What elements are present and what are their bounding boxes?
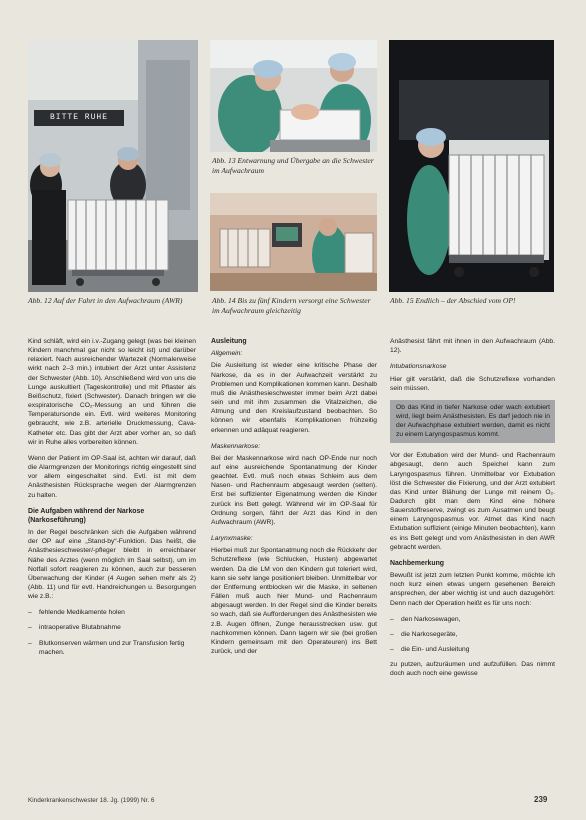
section-heading: Ausleitung — [211, 338, 247, 345]
text-column-2 — [211, 337, 377, 663]
paragraph: Bewußt ist jetzt zum letzten Punkt komme, möchte ich noch kurz einen etwas ungern gesehenen Bereich ansprechen, der aber wichtig ist und auch dazugehört: Denn nach der Operation heißt es für uns noch: — [390, 572, 555, 607]
list-item: – intraoperative Blutabnahme — [28, 623, 196, 632]
text-column-1 — [28, 337, 196, 663]
subheading: Allgemein: — [211, 350, 243, 358]
paragraph: In der Regel beschränken sich die Aufgaben während der OP auf eine „Stand-by“-Funktion. Das heißt, die Anästhesieschwester/-pfleger bleibt in erreichbarer Nähe des Arztes (wenn möglich im Saal selbst), um im Notfall sofort reagieren zu können, auch zur besseren Überwachung der Kinder (4 Augen sehen mehr als 2) (Abb. 11) und für evtl. Handreichungen u. Besorgungen wie z.B.: — [28, 529, 196, 601]
photo-transport-to-recovery — [28, 40, 198, 292]
list-item: – die Ein- und Ausleitung — [390, 645, 555, 654]
photo-illustration — [210, 193, 377, 291]
subheading: Maskennarkose: — [211, 442, 261, 450]
paragraph: Bei der Maskennarkose wird nach OP-Ende nur noch auf eine ausreichende Spontanatmung der Kinder geachtet. Evtl. muß noch etwas Schleim aus dem Nasen- und Rachenraum abgesaugt werden (selten). Erst bei suffizienter Eigenatmung werden die Kinder zurück ins Bett gelegt. Während wir im OP-Saal für Ordnung sorgen, fährt der Arzt das Kind in den Aufwachraum (AWR). — [211, 454, 377, 526]
page-number: 239 — [534, 795, 548, 804]
paragraph: zu putzen, aufzuräumen und aufzufüllen. Das nimmt doch auch noch eine gewisse — [390, 661, 555, 678]
cleanup-list — [390, 615, 555, 654]
list-item: – Blutkonserven wärmen und zur Transfusion fertig machen. — [28, 639, 196, 657]
figure-caption-12: Abb. 12 Auf der Fahrt in den Aufwachraum (AWR) — [28, 296, 183, 305]
figure-caption-15: Abb. 15 Endlich – der Abschied vom OP! — [390, 296, 516, 305]
photo-illustration — [210, 40, 377, 152]
photo-illustration — [28, 40, 198, 292]
paragraph: Vor der Extubation wird der Mund- und Rachenraum abgesaugt, denn auch Speichel kann zum Laryngospasmus führen. Unmittelbar vor Extubation löst die Schwester die Fixierung, und der Arzt extubiert das Kind unter Blähung der Lunge mit reinem O₂. Dadurch gibt man dem Kind eine höhere Sauerstoffreserve, zwingt es zum Ausatmen und beugt einem Laryngospasmus vor. Atmet das Kind nach Extubation suffizient (einige Minuten beobachten), kann es ins Bett gelegt und vom Anästhesisten in den AWR gebracht werden. — [390, 452, 555, 551]
paragraph: Wenn der Patient im OP-Saal ist, achten wir darauf, daß die Alarmgrenzen der Monitorings richtig eingestellt sind vor allem eingeschaltet sind. Evtl. ist mit dem Anästhesisten Rücksprache wegen der Alarmgrenzen zu halten. — [28, 454, 196, 499]
highlight-box: Ob das Kind in tiefer Narkose oder wach extubiert wird, liegt beim Anästhesisten. Es darf jedoch nie in der Aufwachphase extubiert werden, damit es nicht zu einem Laryngospasmus kommt. — [390, 400, 555, 443]
subheading: Intubationsnarkose — [390, 363, 447, 371]
section-heading: Nachbemerkung — [390, 559, 444, 567]
paragraph: Hier gilt verstärkt, daß die Schutzreflexe vorhanden sein müssen. — [390, 375, 555, 392]
photo-sign-text: BITTE RUHE — [34, 110, 124, 126]
figure-caption-13: Abb. 13 Entwarnung und Übergabe an die Schwester im Aufwachraum — [212, 156, 374, 175]
section-heading: Die Aufgaben während der Narkose (Narkoseführung) — [28, 507, 145, 524]
photo-farewell-from-or — [389, 40, 554, 292]
photo-handover-recovery — [210, 40, 377, 152]
photo-illustration — [389, 40, 554, 292]
paragraph: Kind schläft, wird ein i.v.-Zugang gelegt (was bei kleinen Kindern manchmal gar nicht so leicht ist) und darüber relaxiert. Nach ausreichender Wartezeit (Normalerweise wirkt nach 2–3 min.) intubiert der Arzt unter Assistenz der Schwester (Abb. 10). Anschließend wird von uns die Lunge auskultiert (Tageskontrolle) und mit Pflaster als Beißschutz, fixiert (Schwester). Danach bringen wir die exspiratorische CO₂-Messung an und führen die Temperatursonde ein. Evtl. wird weiteres Monitoring gebraucht, wie z.B. arterielle Druckmessung, Cava-Katheter etc. Das gibt der Arzt aber vorher an, so daß wir in Ruhe alles vorbereiten können. — [28, 338, 196, 446]
paragraph: Die Ausleitung ist wieder eine kritische Phase der Narkose, da es in der Aufwachzeit verstärkt zu Problemen und Komplikationen kommen kann. Deshalb muß die Anästhesieschwester immer beim Arzt dabei sein und mit ihm zusammen die Vitalzeichen, die Atmung und den Kreislaufzustand beobachten. So können wir ebenfalls Komplikationen frühzeitig erkennen und adäquat reagieren. — [211, 362, 377, 434]
paragraph: Anästhesist fährt mit ihnen in den Aufwachraum (Abb. 12). — [390, 338, 555, 355]
task-list — [28, 608, 196, 657]
text-column-3 — [390, 337, 555, 686]
list-item: – fehlende Medikamente holen — [28, 608, 196, 617]
list-item: – den Narkosewagen, — [390, 615, 555, 624]
list-item: – die Narkosegeräte, — [390, 630, 555, 639]
journal-footer: Kinderkrankenschwester 18. Jg. (1999) Nr. 6 — [28, 797, 155, 804]
subheading: Larynxmaske: — [211, 535, 253, 543]
photo-recovery-room — [210, 193, 377, 291]
figure-caption-14: Abb. 14 Bis zu fünf Kindern versorgt eine Schwester im Aufwachraum gleichzeitig — [212, 296, 371, 315]
paragraph: Hierbei muß zur Spontanatmung noch die Rückkehr der Schutzreflexe (wie Schlucken, Husten) abgewartet werden. Da die LM von den Kindern gut toleriert wird, kann sie sehr lange positioniert bleiben. Unmittelbar vor der Entfernung entblocken wir die Maske, in seltenen Fällen muß auch hier Mund- und Rachenraum abgesaugt werden. In der Regel sind die Kinder bereits so wach, daß sie Aufforderungen des Anästhesisten wie z.B. Augen öffnen, Zunge herausstrecken usw. gut nachkommen können. Dann lagern wir sie (bei großen Kindern gemeinsam mit den Operateuren) ins Bett zurück, und der — [211, 547, 377, 656]
